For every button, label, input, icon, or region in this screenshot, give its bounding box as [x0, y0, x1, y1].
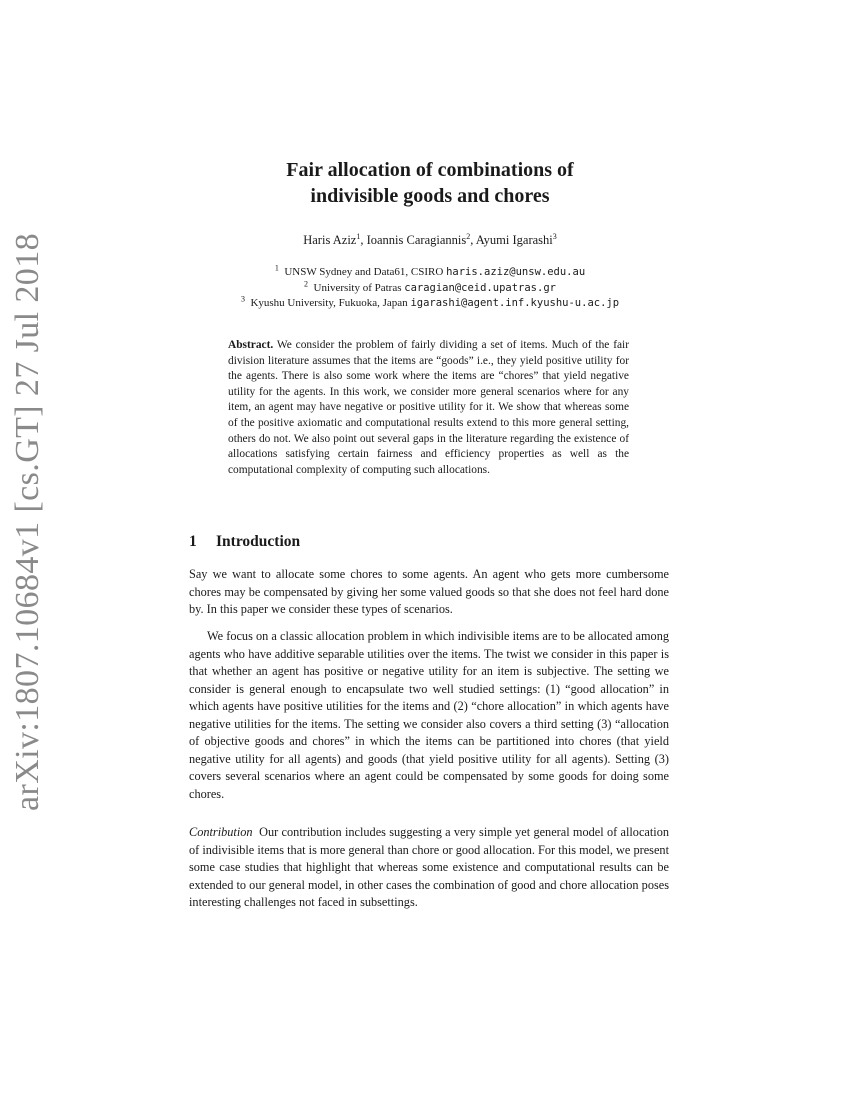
section-number: 1: [189, 533, 197, 550]
author-mark: 2: [466, 231, 471, 241]
author-name: Ioannis Caragiannis: [366, 233, 467, 247]
affiliation-email[interactable]: igarashi@agent.inf.kyushu-u.ac.jp: [410, 297, 620, 309]
affiliation-text: University of Patras: [313, 281, 402, 294]
affiliation-mark: 1: [274, 263, 279, 273]
section-title: Introduction: [216, 533, 301, 550]
arxiv-identifier-text: arXiv:1807.10684v1 [cs.GT] 27 Jul 2018: [9, 232, 46, 812]
author-mark: 1: [356, 231, 361, 241]
author-separator: ,: [470, 233, 476, 247]
section-heading: [189, 533, 300, 551]
abstract: [228, 338, 629, 478]
paper-title: [190, 157, 670, 209]
affiliation-line: [190, 278, 670, 297]
author-list: [190, 233, 670, 248]
abstract-text: We consider the problem of fairly dividing a set of items. Much of the fair division literature assumes that the items are “goods” i.e., they yield positive utility for the agents. There is also some work where the items are “chores” that yield negative utility for the agents. In this work, we consider more general scenarios where for any item, an agent may have negative or positive utility for it. We show that whereas some of the positive axiomatic and computational results extend to this more general setting, others do not. We also point out several gaps in the literature regarding the existence of allocations satisfying certain fairness and efficiency properties as well as the computational complexity of computing such allocations.: [228, 339, 629, 476]
author-mark: 3: [552, 231, 557, 241]
arxiv-identifier-stamp: [7, 232, 49, 812]
affiliation-mark: 3: [240, 294, 245, 304]
contribution-paragraph: [189, 824, 669, 912]
author-separator: ,: [360, 233, 367, 247]
author-name: Haris Aziz: [303, 233, 357, 247]
affiliation-text: UNSW Sydney and Data61, CSIRO: [284, 266, 444, 278]
affiliation-line: [190, 296, 670, 312]
abstract-label: Abstract.: [228, 339, 274, 351]
author-name: Ayumi Igarashi: [475, 233, 553, 247]
affiliation-email[interactable]: caragian@ceid.upatras.gr: [404, 281, 556, 294]
affiliation-mark: 2: [304, 278, 309, 288]
affiliation-text: Kyushu University, Fukuoka, Japan: [250, 297, 408, 309]
affiliation-email[interactable]: haris.aziz@unsw.edu.au: [446, 266, 586, 278]
title-line-1: Fair allocation of combinations of: [286, 159, 574, 181]
paragraph: We focus on a classic allocation problem in which indivisible items are to be allocated among agents who have additive separable utilities over the items. The twist we consider in this paper is that whether an agent has positive or negative utility for an item is subjective. The setting we consider is general enough to encapsulate two well studied settings: (1) “good allocation” in which agents have positive utilities for the items and (2) “chore allocation” in which agents have negative utilities for the items. The setting we consider also covers a third setting (3) “allocation of objective goods and chores” in which the items can be partitioned into chores (that yield negative utility for all agents) and goods (that yield positive utility for all agents). Setting (3) covers several scenarios where an agent could be compensated by some goods for doing some chores.: [189, 629, 669, 801]
affiliation-line: [190, 265, 670, 281]
paragraph: Say we want to allocate some chores to some agents. An agent who gets more cumbersome chores may be compensated by giving her some valued goods so that she does not feel hard done by. In this paper we consider these types of scenarios.: [189, 567, 669, 616]
paragraph-run-in-label: Contribution: [189, 825, 253, 839]
title-line-2: indivisible goods and chores: [310, 185, 550, 207]
paragraph-text: Our contribution includes suggesting a very simple yet general model of allocation of indivisible items that is more general than chore or good allocation. For this model, we present some case studies that highlight that whereas some existence and computational results can be extended to our general model, in other cases the combination of good and chore allocation poses interesting challenges not faced in subsettings.: [189, 825, 669, 909]
affiliation-list: [190, 265, 670, 312]
